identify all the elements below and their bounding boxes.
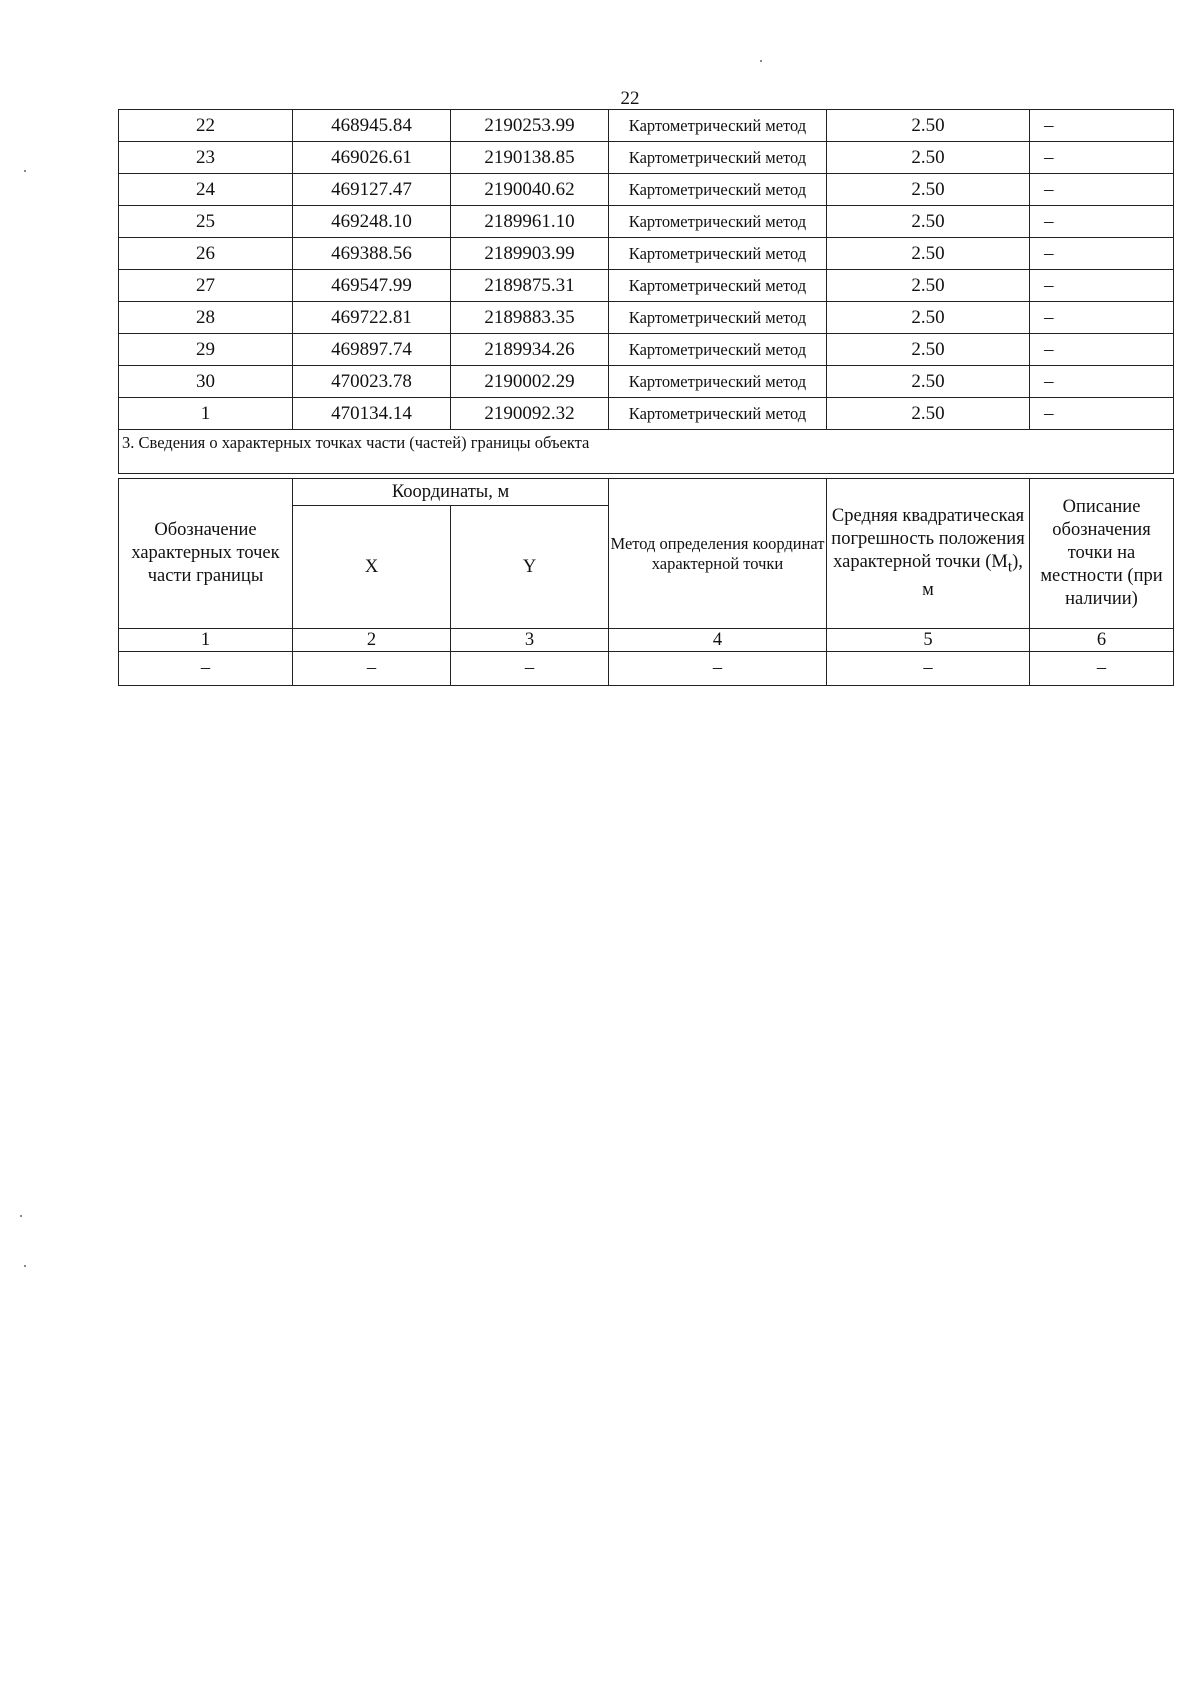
coord-y: 2190040.62: [451, 174, 609, 206]
header-x: X: [293, 506, 451, 629]
table-cell: –: [293, 652, 451, 686]
table-cell: –: [119, 652, 293, 686]
coord-x: 470023.78: [293, 366, 451, 398]
scan-speck: [760, 60, 762, 62]
point-number: 30: [119, 366, 293, 398]
point-number: 27: [119, 270, 293, 302]
point-number: 25: [119, 206, 293, 238]
coord-x: 469722.81: [293, 302, 451, 334]
column-number: 2: [293, 629, 451, 652]
coord-x: 469897.74: [293, 334, 451, 366]
method: Картометрический метод: [609, 334, 827, 366]
coord-y: 2190253.99: [451, 110, 609, 142]
column-number: 5: [827, 629, 1030, 652]
coord-y: 2189934.26: [451, 334, 609, 366]
table-row: [119, 174, 1174, 206]
coord-y: 2190002.29: [451, 366, 609, 398]
coord-x: 469026.61: [293, 142, 451, 174]
coord-x: 469248.10: [293, 206, 451, 238]
point-number: 1: [119, 398, 293, 430]
scan-speck: [24, 170, 26, 172]
description: –: [1030, 302, 1174, 334]
header-method: Метод определения координат характерной точки: [609, 479, 827, 629]
header-error: [827, 479, 1030, 629]
point-number: 22: [119, 110, 293, 142]
column-numbers-row: [119, 629, 1174, 652]
point-number: 23: [119, 142, 293, 174]
coord-y: 2189961.10: [451, 206, 609, 238]
column-number: 4: [609, 629, 827, 652]
method: Картометрический метод: [609, 270, 827, 302]
mean-error: 2.50: [827, 270, 1030, 302]
column-number: 1: [119, 629, 293, 652]
method: Картометрический метод: [609, 110, 827, 142]
description: –: [1030, 238, 1174, 270]
point-number: 29: [119, 334, 293, 366]
description: –: [1030, 110, 1174, 142]
description: –: [1030, 334, 1174, 366]
header-designation: Обозначение характерных точек части границы: [119, 479, 293, 629]
description: –: [1030, 366, 1174, 398]
table-cell: –: [609, 652, 827, 686]
coord-x: 469547.99: [293, 270, 451, 302]
method: Картометрический метод: [609, 238, 827, 270]
mean-error: 2.50: [827, 366, 1030, 398]
table-row: [119, 398, 1174, 430]
coord-x: 469388.56: [293, 238, 451, 270]
coord-y: 2189875.31: [451, 270, 609, 302]
method: Картометрический метод: [609, 174, 827, 206]
header-error-text: Средняя квадратическая погрешность положения характерной точки: [831, 506, 1025, 573]
method: Картометрический метод: [609, 142, 827, 174]
table-cell: –: [827, 652, 1030, 686]
coord-y: 2189883.35: [451, 302, 609, 334]
coord-x: 470134.14: [293, 398, 451, 430]
description: –: [1030, 142, 1174, 174]
table-row: [119, 270, 1174, 302]
page-number: 22: [620, 88, 640, 109]
mean-error: 2.50: [827, 142, 1030, 174]
table-row: [119, 206, 1174, 238]
table-row: [119, 334, 1174, 366]
mean-error: 2.50: [827, 302, 1030, 334]
parts-data-row: [119, 652, 1174, 686]
mean-error: 2.50: [827, 334, 1030, 366]
table-row: [119, 110, 1174, 142]
header-error-unit: ), м: [922, 552, 1023, 600]
method: Картометрический метод: [609, 206, 827, 238]
column-number: 6: [1030, 629, 1174, 652]
coordinates-table-body: [119, 110, 1174, 430]
method: Картометрический метод: [609, 302, 827, 334]
scan-speck: [24, 1265, 26, 1267]
method: Картометрический метод: [609, 398, 827, 430]
parts-points-table: [118, 478, 1174, 686]
table-row: [119, 142, 1174, 174]
column-number: 3: [451, 629, 609, 652]
mean-error: 2.50: [827, 206, 1030, 238]
coord-y: 2190092.32: [451, 398, 609, 430]
description: –: [1030, 398, 1174, 430]
coord-y: 2189903.99: [451, 238, 609, 270]
header-y: Y: [451, 506, 609, 629]
table-cell: –: [451, 652, 609, 686]
point-number: 26: [119, 238, 293, 270]
coord-x: 468945.84: [293, 110, 451, 142]
section-row: [119, 430, 1174, 474]
mean-error: 2.50: [827, 110, 1030, 142]
method: Картометрический метод: [609, 366, 827, 398]
table-row: [119, 366, 1174, 398]
header-error-subscript: t: [1007, 558, 1013, 576]
description: –: [1030, 174, 1174, 206]
mean-error: 2.50: [827, 398, 1030, 430]
point-number: 28: [119, 302, 293, 334]
table-cell: –: [1030, 652, 1174, 686]
coordinates-table: [118, 109, 1174, 474]
point-number: 24: [119, 174, 293, 206]
table-row: [119, 302, 1174, 334]
parts-header-row: [119, 479, 1174, 506]
section-title: 3. Сведения о характерных точках части (частей) границы объекта: [119, 430, 1174, 474]
header-coordinates: Координаты, м: [293, 479, 609, 506]
description: –: [1030, 270, 1174, 302]
header-error-symbol: (M: [985, 552, 1008, 573]
scan-speck: [20, 1215, 22, 1217]
table-row: [119, 238, 1174, 270]
coord-x: 469127.47: [293, 174, 451, 206]
mean-error: 2.50: [827, 238, 1030, 270]
mean-error: 2.50: [827, 174, 1030, 206]
coord-y: 2190138.85: [451, 142, 609, 174]
description: –: [1030, 206, 1174, 238]
header-description: Описание обозначения точки на местности (при наличии): [1030, 479, 1174, 629]
